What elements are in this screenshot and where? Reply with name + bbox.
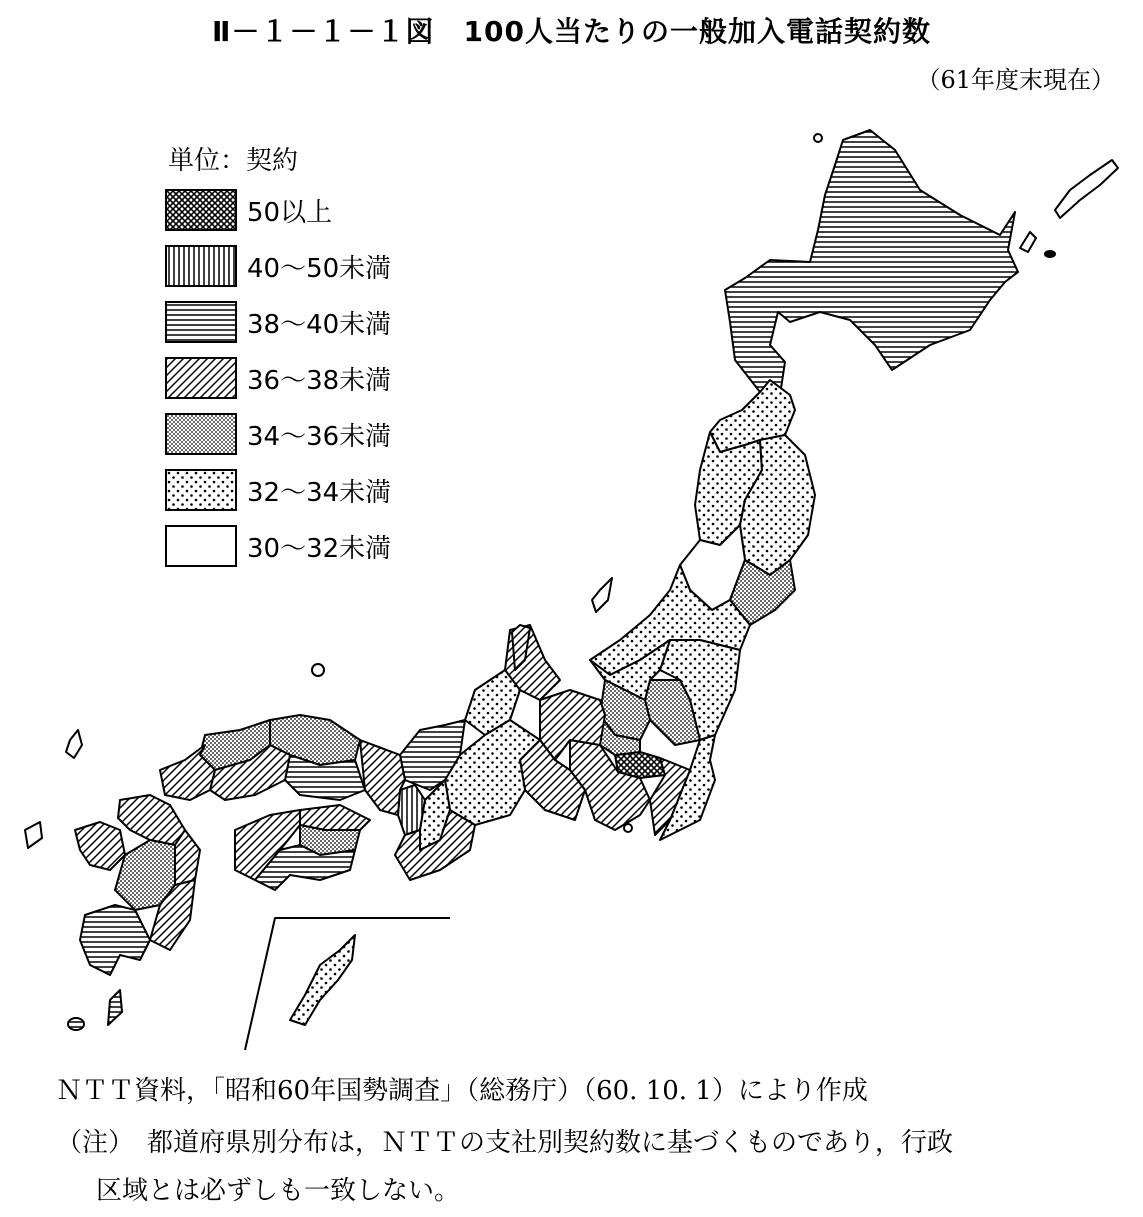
footnote-line-1: （注） 都道府県別分布は，ＮＴＴの支社別契約数に基づくものであり，行政 [56,1128,954,1158]
island-goto [25,822,42,848]
region-kagoshima [80,905,150,975]
inset-frame [245,918,450,1050]
legend-label: 50以上 [247,197,333,228]
source-note: ＮＴＴ資料，「昭和60年国勢調査」（総務庁）（60. 10. 1）により作成 [56,1076,868,1106]
legend-unit-label: 単位：契約 [168,146,299,176]
region-hyogo [360,740,405,815]
island-shikotan [1045,251,1055,257]
island-etorofu [1020,232,1036,252]
legend-label: 36～38未満 [247,365,392,396]
legend-label: 32～34未満 [247,477,392,508]
region-okinawa [290,935,355,1025]
region-sado [592,578,612,612]
map-subtitle: （61年度末現在） [916,66,1115,94]
legend-label: 38～40未満 [247,309,392,340]
island-rebun [814,134,822,142]
legend-label: 40～50未満 [247,253,392,284]
region-hokkaido [725,130,1018,395]
region-saga-nagasaki [75,822,125,870]
region-oita [175,830,200,885]
island-tanegashima [108,990,122,1025]
legend-label: 34～36未満 [247,421,392,452]
legend-label: 30～32未満 [247,533,392,564]
japan-choropleth-map [0,90,1143,1070]
island-kuril [1055,160,1118,218]
island-yakushima [68,1018,84,1030]
island-izu [624,824,632,832]
footnote-line-2: 区域とは必ずしも一致しない。 [96,1176,461,1206]
island-tsushima [66,730,82,758]
region-fukuoka [118,795,185,845]
island-oki [312,664,324,676]
map-title: Ⅱ－１－１－１図 100人当たりの一般加入電話契約数 [212,15,931,48]
